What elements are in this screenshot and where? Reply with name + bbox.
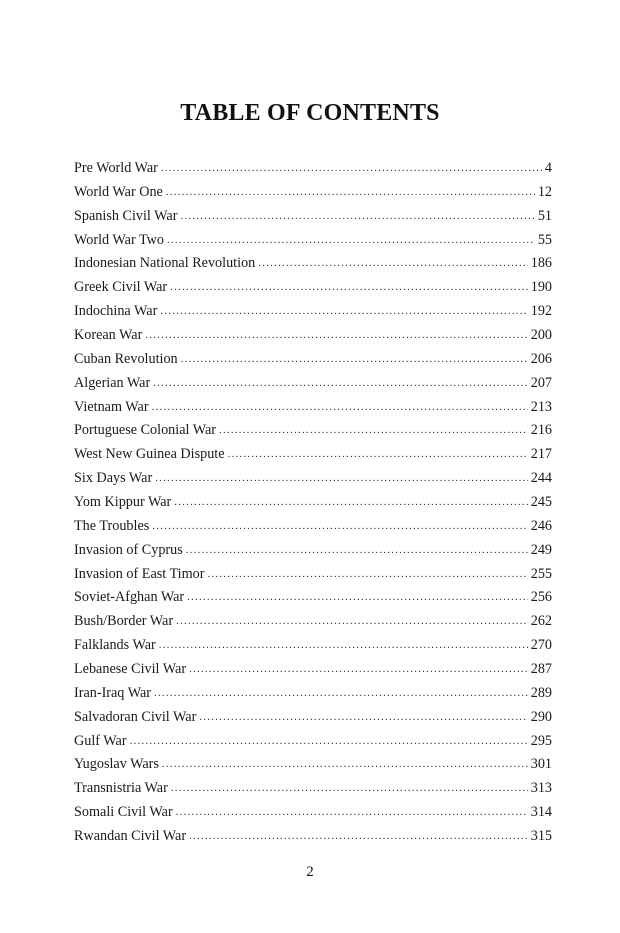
- toc-entry: [74, 157, 552, 181]
- dot-leader: [174, 491, 527, 515]
- dot-leader: [207, 563, 527, 587]
- toc-entry: [74, 324, 552, 348]
- toc-entry-page-number: 290: [530, 708, 552, 725]
- page-number: 2: [306, 864, 314, 880]
- toc-entry: [74, 419, 552, 443]
- toc-entry-page-number: 289: [530, 684, 552, 701]
- toc-entry-page-number: 295: [530, 732, 552, 749]
- toc-entry: [74, 825, 552, 849]
- toc-entry: [74, 586, 552, 610]
- dot-leader: [176, 610, 528, 634]
- toc-entry-title: Cuban Revolution: [74, 350, 178, 367]
- toc-entry-title: Six Days War: [74, 470, 153, 487]
- toc-entry-page-number: 313: [530, 780, 552, 797]
- toc-entry: [74, 348, 552, 372]
- toc-entry: [74, 563, 552, 587]
- toc-entry-title: Spanish Civil War: [74, 207, 178, 224]
- dot-leader: [170, 276, 528, 300]
- toc-entry-page-number: 270: [530, 637, 552, 654]
- dot-leader: [152, 515, 527, 539]
- dot-leader: [189, 658, 528, 682]
- toc-entry-title: Gulf War: [74, 732, 127, 749]
- toc-entry-page-number: 51: [537, 207, 552, 224]
- toc-entry: [74, 252, 552, 276]
- toc-entry-page-number: 192: [530, 303, 552, 320]
- dot-leader: [162, 753, 528, 777]
- toc-entry-page-number: 245: [530, 494, 552, 511]
- dot-leader: [180, 205, 534, 229]
- toc-entry-title: Invasion of East Timor: [74, 565, 205, 582]
- toc-entry: [74, 443, 552, 467]
- dot-leader: [153, 372, 528, 396]
- toc-entry-page-number: 256: [530, 589, 552, 606]
- toc-entry: [74, 515, 552, 539]
- dot-leader: [181, 348, 528, 372]
- toc-entry-page-number: 301: [530, 756, 552, 773]
- toc-entry-title: Bush/Border War: [74, 613, 174, 630]
- dot-leader: [161, 157, 542, 181]
- toc-entry-page-number: 244: [530, 470, 552, 487]
- dot-leader: [154, 682, 528, 706]
- toc-entry-page-number: 206: [530, 350, 552, 367]
- toc-entry-title: Rwandan Civil War: [74, 828, 187, 845]
- toc-entry-title: Soviet-Afghan War: [74, 589, 185, 606]
- toc-entry: [74, 205, 552, 229]
- toc-entry: [74, 276, 552, 300]
- toc-entry-title: Falklands War: [74, 637, 156, 654]
- toc-entry: [74, 491, 552, 515]
- toc-entry: [74, 801, 552, 825]
- toc-entry: [74, 634, 552, 658]
- toc-entry-page-number: 207: [530, 374, 552, 391]
- page-title: TABLE OF CONTENTS: [180, 100, 440, 127]
- toc-entry-title: Vietnam War: [74, 398, 149, 415]
- toc-entry-page-number: 314: [530, 804, 552, 821]
- toc-entry-title: Algerian War: [74, 374, 151, 391]
- dot-leader: [167, 229, 535, 253]
- toc-entry-page-number: 255: [530, 565, 552, 582]
- toc-entry-title: Indonesian National Revolution: [74, 255, 256, 272]
- toc-entry: [74, 539, 552, 563]
- dot-leader: [219, 419, 528, 443]
- toc-entry-title: Iran-Iraq War: [74, 684, 151, 701]
- toc-entry-page-number: 287: [530, 661, 552, 678]
- toc-entry-page-number: 12: [537, 183, 552, 200]
- toc-entry-page-number: 216: [530, 422, 552, 439]
- toc-entry-title: World War One: [74, 183, 163, 200]
- toc-entry-title: Lebanese Civil War: [74, 661, 187, 678]
- toc-entry: [74, 658, 552, 682]
- toc-entry-page-number: 315: [530, 828, 552, 845]
- dot-leader: [186, 539, 528, 563]
- toc-entry: [74, 753, 552, 777]
- dot-leader: [176, 801, 528, 825]
- toc-entry-title: Greek Civil War: [74, 279, 168, 296]
- toc-entry-title: Invasion of Cyprus: [74, 541, 183, 558]
- toc-entry-page-number: 4: [544, 160, 552, 176]
- toc-entry-title: Yugoslav Wars: [74, 756, 159, 773]
- toc-entry-page-number: 200: [530, 327, 552, 344]
- toc-entry-page-number: 190: [530, 279, 552, 296]
- toc-entry-title: Yom Kippur War: [74, 494, 172, 511]
- toc-entry: [74, 610, 552, 634]
- toc-entry: [74, 730, 552, 754]
- toc-entry: [74, 300, 552, 324]
- toc-entry-title: World War Two: [74, 231, 164, 248]
- dot-leader: [189, 825, 528, 849]
- toc-entry-title: Indochina War: [74, 303, 158, 320]
- toc-entry-page-number: 213: [530, 398, 552, 415]
- dot-leader: [130, 730, 528, 754]
- toc-entry-title: The Troubles: [74, 517, 150, 534]
- toc-entry-title: Pre World War: [74, 160, 158, 176]
- dot-leader: [145, 324, 527, 348]
- dot-leader: [159, 634, 528, 658]
- dot-leader: [171, 777, 528, 801]
- dot-leader: [160, 300, 527, 324]
- toc-entry-title: Somali Civil War: [74, 804, 173, 821]
- dot-leader: [187, 586, 528, 610]
- toc-entry: [74, 181, 552, 205]
- dot-leader: [152, 396, 528, 420]
- dot-leader: [258, 252, 527, 276]
- toc-entry-title: Portuguese Colonial War: [74, 422, 217, 439]
- toc-entry-page-number: 186: [530, 255, 552, 272]
- dot-leader: [155, 467, 528, 491]
- toc-entry: [74, 706, 552, 730]
- dot-leader: [199, 706, 527, 730]
- dot-leader: [228, 443, 528, 467]
- toc-entry-title: Transnistria War: [74, 780, 168, 797]
- toc-entry-page-number: 55: [537, 231, 552, 248]
- dot-leader: [166, 181, 535, 205]
- toc-entry-page-number: 217: [530, 446, 552, 463]
- toc-entry: [74, 396, 552, 420]
- table-of-contents: [74, 157, 552, 849]
- toc-entry-page-number: 246: [530, 517, 552, 534]
- toc-entry-title: Salvadoran Civil War: [74, 708, 197, 725]
- toc-entry: [74, 777, 552, 801]
- toc-entry-page-number: 249: [530, 541, 552, 558]
- toc-entry-title: West New Guinea Dispute: [74, 446, 225, 463]
- toc-entry: [74, 372, 552, 396]
- toc-entry-page-number: 262: [530, 613, 552, 630]
- toc-entry-title: Korean War: [74, 327, 143, 344]
- toc-entry: [74, 682, 552, 706]
- toc-entry: [74, 467, 552, 491]
- toc-entry: [74, 229, 552, 253]
